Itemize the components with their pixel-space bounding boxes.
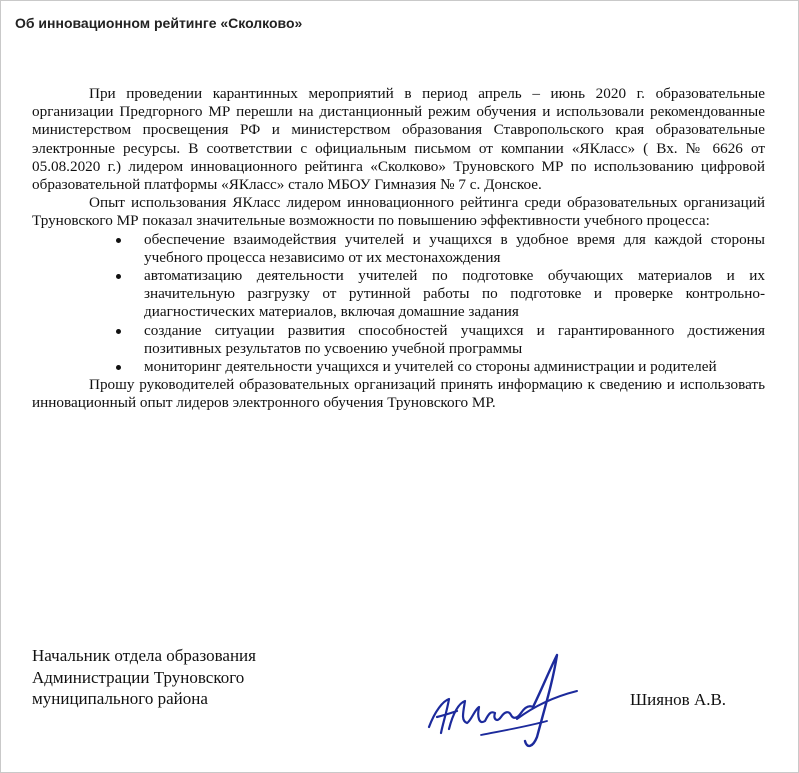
bullet-icon xyxy=(116,274,121,279)
list-item xyxy=(32,322,765,358)
list-item-text: обеспечение взаимодействия учителей и учащихся в удобное время для каждой стороны учебного процесса независимо от их местонахождения xyxy=(144,230,765,266)
position-line: Администрации Труновского xyxy=(32,667,245,687)
signatory-position xyxy=(32,645,256,710)
list-item-text: автоматизацию деятельности учителей по подготовке обучающих материалов и их значительную разгрузку от рутинной работы по подготовке и проверке контрольно-диагностических материалов, включая домашние задания xyxy=(144,267,765,321)
list-item-text: создание ситуации развития способностей учащихся и гарантированного достижения позитивных результатов по усвоению учебной программы xyxy=(144,321,765,357)
bullet-icon xyxy=(116,329,121,334)
handwritten-signature xyxy=(421,641,581,751)
list-item-text: мониторинг деятельности учащихся и учителей со стороны администрации и родителей xyxy=(144,358,717,376)
signer-name: Шиянов А.В. xyxy=(630,690,727,709)
bullet-icon xyxy=(116,238,121,243)
benefits-list xyxy=(32,231,765,377)
list-item xyxy=(32,231,765,267)
signature-strokes xyxy=(429,655,577,746)
position-line: муниципального района xyxy=(32,689,208,708)
position-line: Начальник отдела образования xyxy=(32,646,256,665)
paragraph-experience: Опыт использования ЯКласс лидером инновационного рейтинга среди образовательных организаций Труновского МР показал значительные возможности по повышению эффективности учебного процесса: xyxy=(32,194,765,230)
list-item xyxy=(32,358,765,376)
document-body xyxy=(32,85,765,413)
bullet-icon xyxy=(116,365,121,370)
document-subject: Об инновационном рейтинге «Сколково» xyxy=(15,15,303,31)
paragraph-closing: Прошу руководителей образовательных организаций принять информацию к сведению и использовать инновационный опыт лидеров электронного обучения Труновского МР. xyxy=(32,376,765,412)
list-item xyxy=(32,267,765,322)
paragraph-intro: При проведении карантинных мероприятий в период апрель – июнь 2020 г. образовательные организации Предгорного МР перешли на дистанционный режим обучения и использовали рекомендованные министерством просвещения РФ и министерством образования Ставропольского края образовательные электронные ресурсы. В соответствии с официальным письмом от компании «ЯКласс» ( Вх. № 6626 от 05.08.2020 г.) лидером инновационного рейтинга «Сколково» Труновского МР по использованию цифровой образовательной платформы «ЯКласс» стало МБОУ Гимназия № 7 с. Донское. xyxy=(32,85,765,194)
